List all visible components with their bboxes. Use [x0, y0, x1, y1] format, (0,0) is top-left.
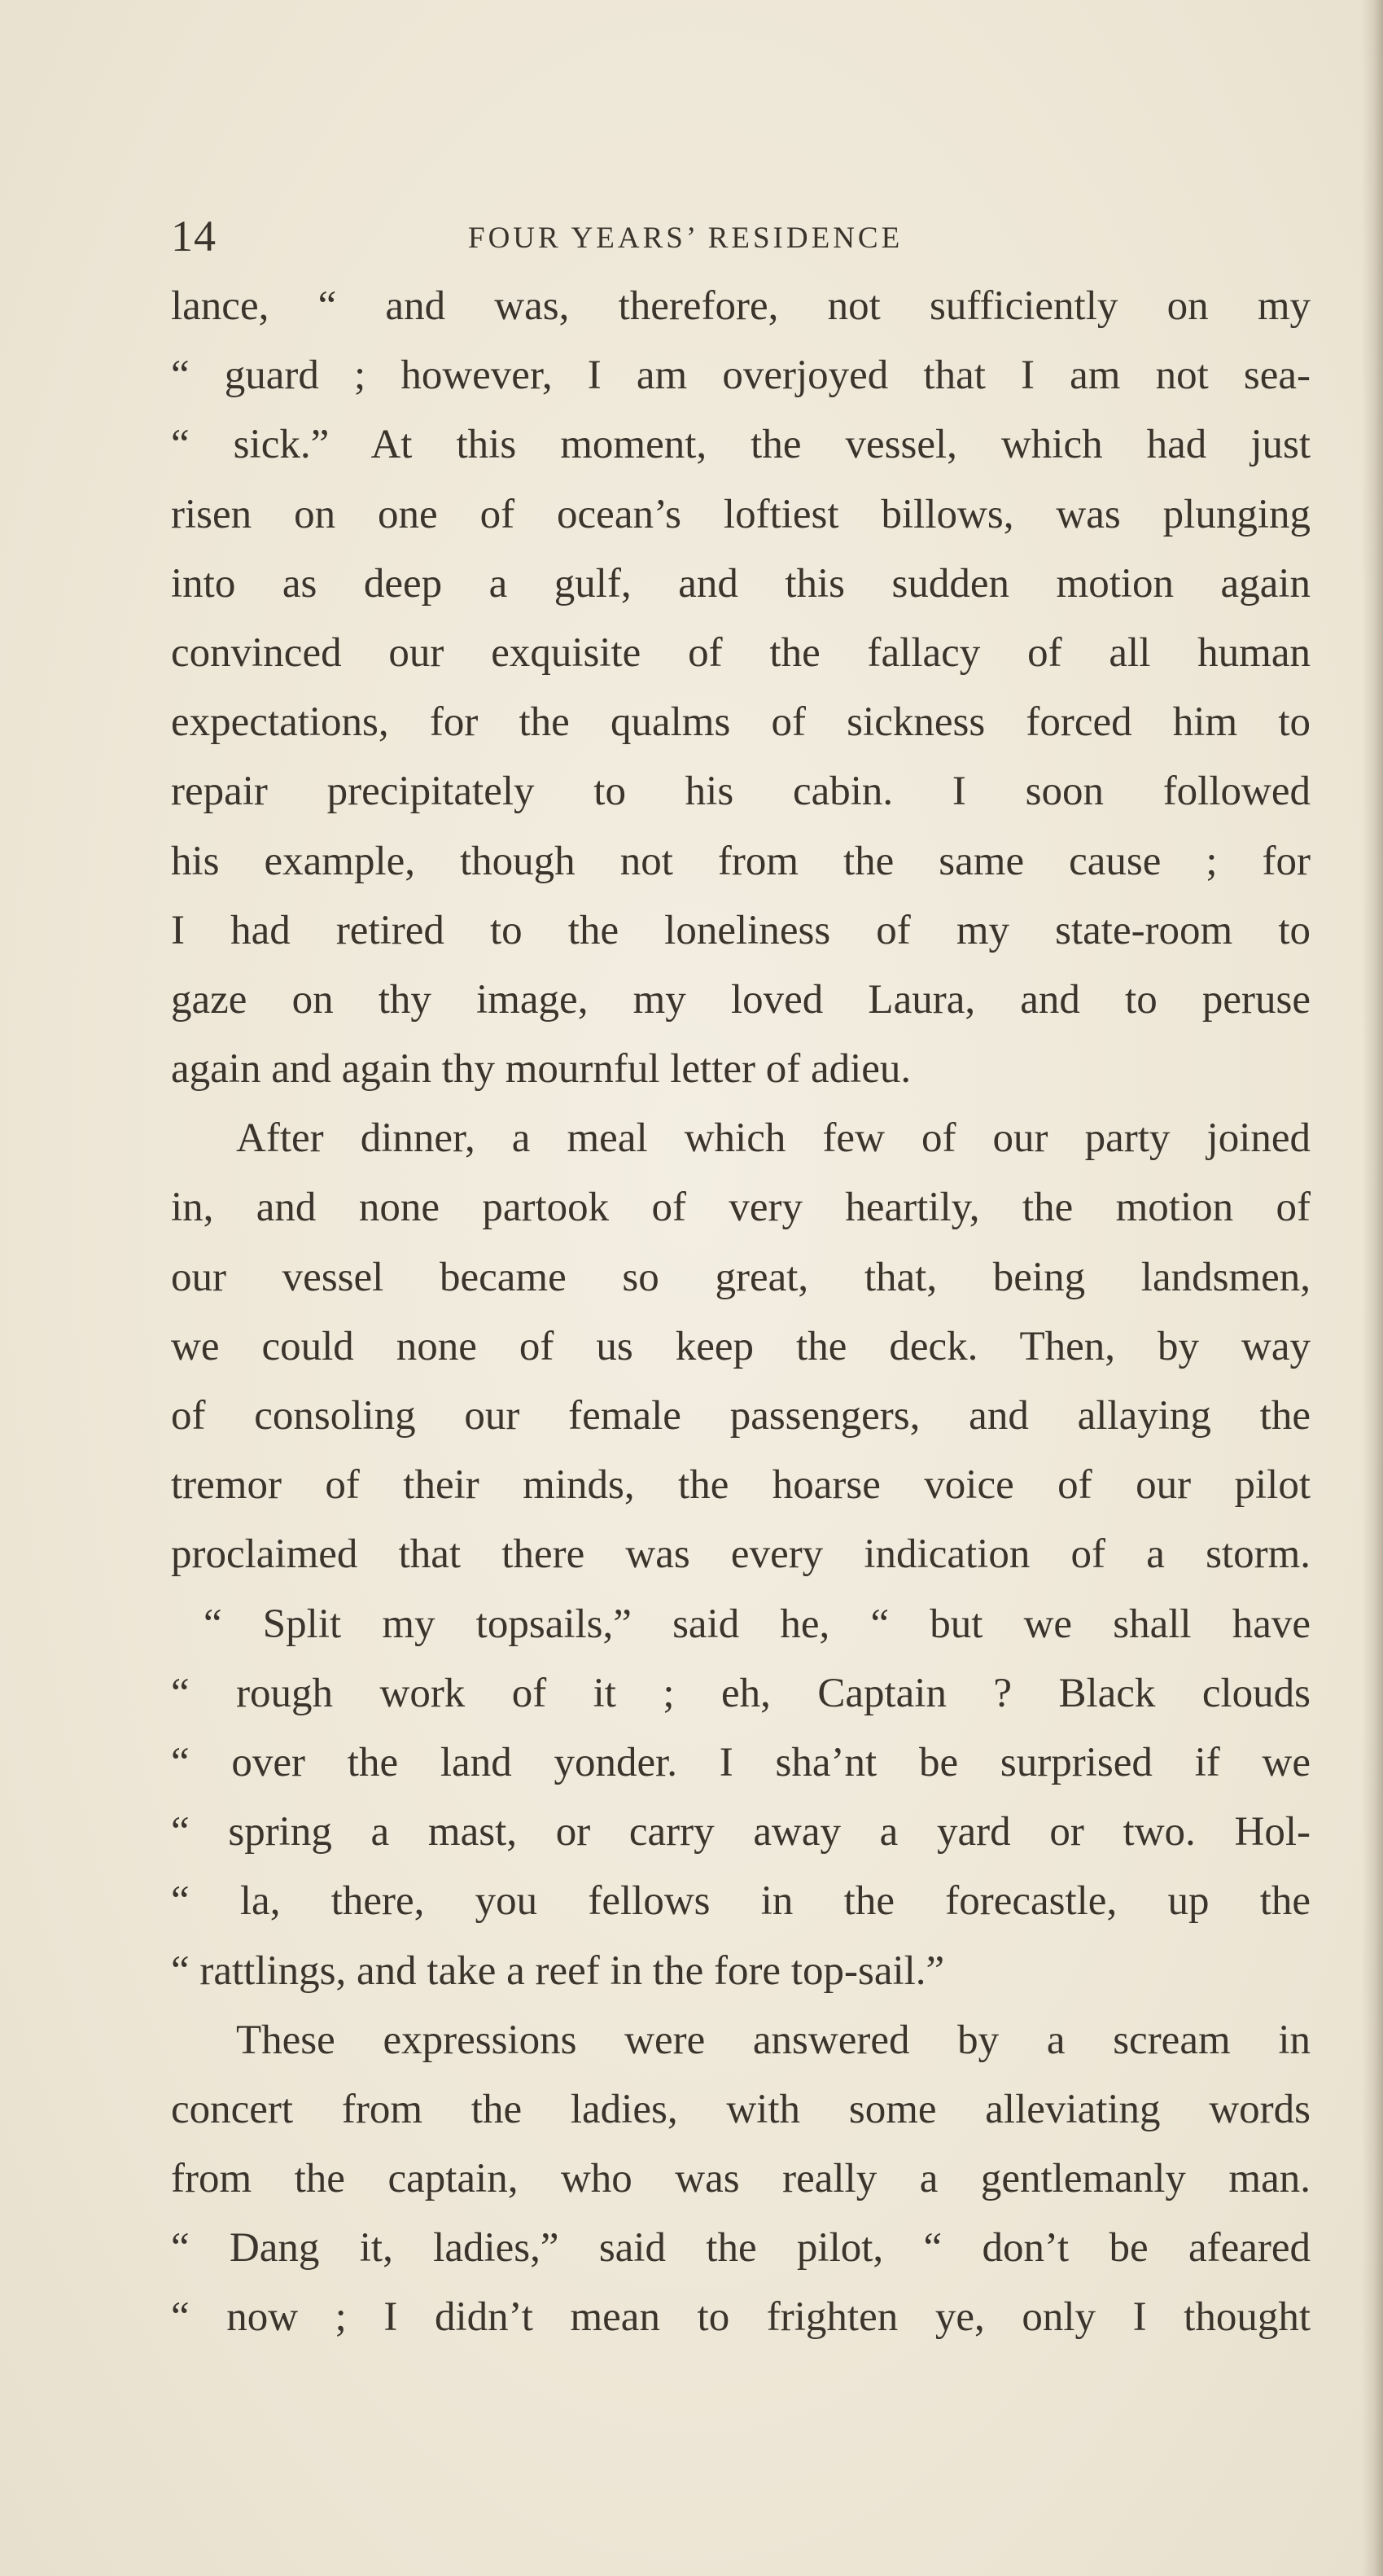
- text-line: expectations, for the qualms of sickness forced him to: [171, 699, 1311, 746]
- text-line: “ over the land yonder. I sha’nt be surprised if we: [171, 1739, 1311, 1785]
- text-line: convinced our exquisite of the fallacy of all human: [171, 629, 1311, 676]
- text-line: we could none of us keep the deck. Then, by way: [171, 1323, 1311, 1369]
- text-line: “ now ; I didn’t mean to frighten ye, only I thought: [171, 2294, 1311, 2341]
- text-line: “ spring a mast, or carry away a yard or two. Hol-: [171, 1809, 1311, 1855]
- page-edge-shadow: [1362, 0, 1383, 2576]
- text-line: “ rattlings, and take a reef in the fore top-sail.”: [171, 1947, 945, 1994]
- text-line: “ la, there, you fellows in the forecastle, up the: [171, 1878, 1311, 1925]
- text-line: “ rough work of it ; eh, Captain ? Black clouds: [171, 1670, 1311, 1716]
- text-line: “ sick.” At this moment, the vessel, which had just: [171, 422, 1311, 468]
- body-text: [171, 272, 1311, 2353]
- text-line: tremor of their minds, the hoarse voice of our pilot: [171, 1462, 1311, 1509]
- text-line: gaze on thy image, my loved Laura, and to peruse: [171, 976, 1311, 1023]
- text-line: repair precipitately to his cabin. I soon followed: [171, 769, 1311, 815]
- text-line: again and again thy mournful letter of adieu.: [171, 1046, 912, 1093]
- text-line: risen on one of ocean’s loftiest billows, was plunging: [171, 491, 1311, 537]
- text-line: into as deep a gulf, and this sudden motion again: [171, 560, 1311, 607]
- text-line: After dinner, a meal which few of our party joined: [236, 1115, 1311, 1162]
- text-line: of consoling our female passengers, and allaying the: [171, 1393, 1311, 1439]
- text-line: proclaimed that there was every indication of a storm.: [171, 1531, 1311, 1578]
- page-number: 14: [171, 212, 217, 261]
- text-line: in, and none partook of very heartily, the motion of: [171, 1185, 1311, 1231]
- text-line: “ Split my topsails,” said he, “ but we shall have: [204, 1601, 1311, 1647]
- text-line: his example, though not from the same cause ; for: [171, 838, 1311, 884]
- text-line: “ guard ; however, I am overjoyed that I am not sea-: [171, 353, 1311, 399]
- text-line: “ Dang it, ladies,” said the pilot, “ don’t be afeared: [171, 2225, 1311, 2272]
- text-line: These expressions were answered by a scream in: [236, 2017, 1311, 2063]
- page-header: [171, 204, 1311, 269]
- running-title: FOUR YEARS’ RESIDENCE: [468, 221, 904, 255]
- text-line: I had retired to the loneliness of my state-room to: [171, 907, 1311, 953]
- text-line: concert from the ladies, with some alleviating words: [171, 2086, 1311, 2132]
- text-line: lance, “ and was, therefore, not sufficiently on my: [171, 283, 1311, 329]
- text-line: our vessel became so great, that, being landsmen,: [171, 1254, 1311, 1300]
- text-line: from the captain, who was really a gentlemanly man.: [171, 2156, 1311, 2202]
